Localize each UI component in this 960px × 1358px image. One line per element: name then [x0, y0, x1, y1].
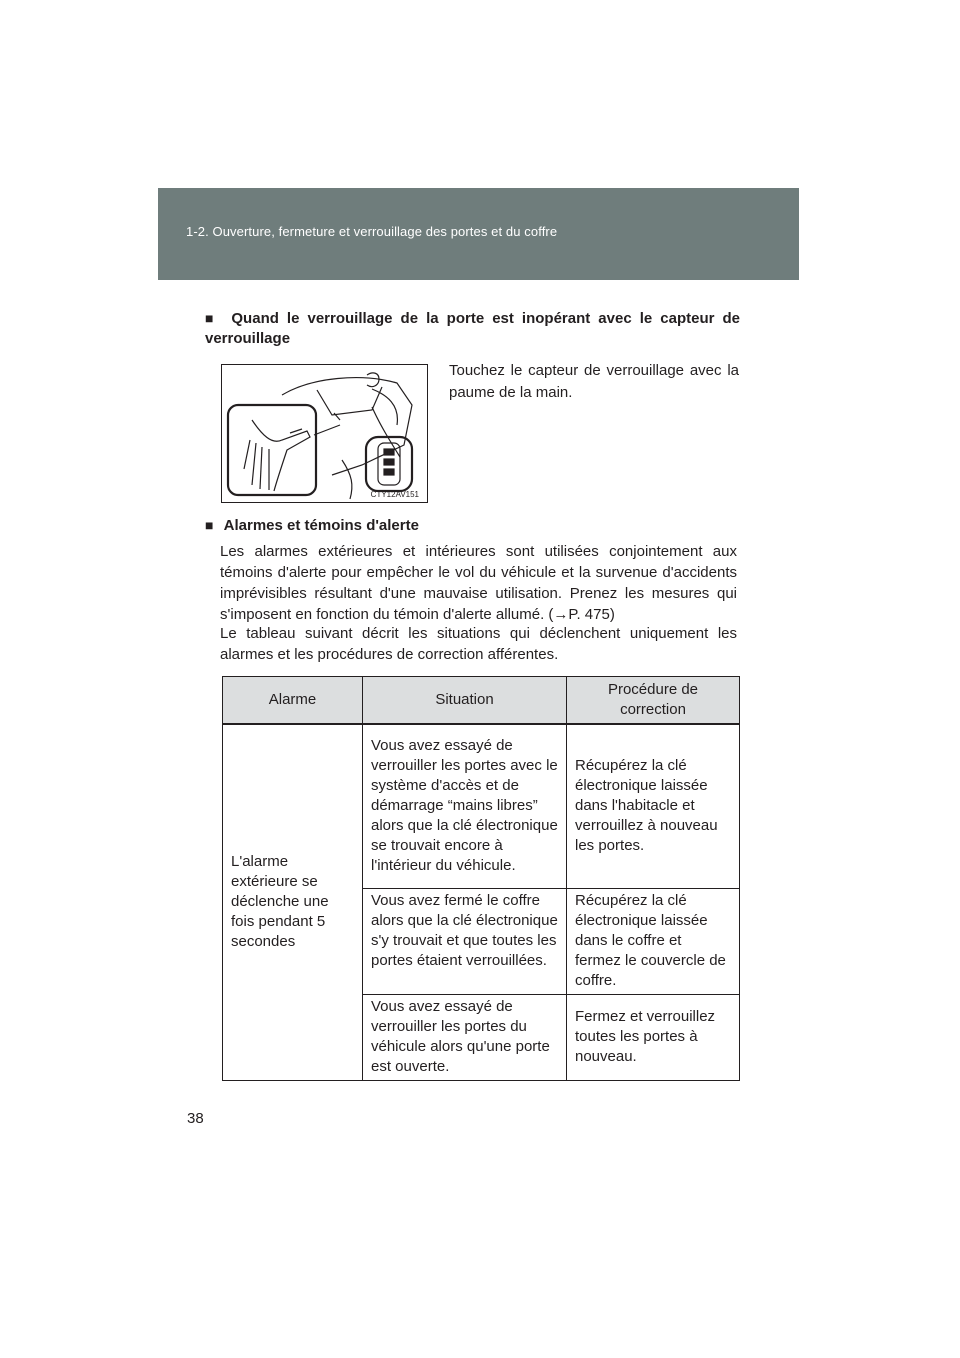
page-number: 38 — [187, 1110, 204, 1127]
column-header-alarm: Alarme — [223, 677, 363, 725]
chapter-header-band — [158, 188, 799, 280]
square-bullet-icon: ■ — [205, 310, 218, 326]
column-header-situation: Situation — [363, 677, 567, 725]
situation-cell: Vous avez essayé de verrouiller les portes avec le système d'accès et de démarrage “mains libres” alors que la clé électronique se trouvait encore à l'intérieur du véhicule. — [363, 724, 567, 888]
car-hand-key-illustration-icon — [222, 365, 427, 502]
heading-text: Quand le verrouillage de la porte est inopérant avec le capteur de verrouillage — [205, 310, 740, 347]
situation-cell: Vous avez fermé le coffre alors que la clé électronique s'y trouvait et que toutes les portes étaient verrouillées. — [363, 888, 567, 994]
alarm-table — [222, 676, 740, 1081]
procedure-cell: Fermez et verrouillez toutes les portes à nouveau. — [567, 994, 740, 1080]
heading-lock-sensor-inoperative — [205, 308, 740, 349]
alarm-cell: L'alarme extérieure se déclenche une fois pendant 5 secondes — [223, 724, 363, 1080]
figure-code: CTY12AV151 — [370, 490, 419, 499]
illustration-lock-sensor — [221, 364, 428, 503]
paragraph-alarm-description: Les alarmes extérieures et intérieures sont utilisées conjointement aux témoins d'alerte pour empêcher le vol du véhicule et la survenue d'accidents imprévisibles résultant d'une mauvaise utilisation. Prenez les mesures qui s'imposent en fonction du témoin d'alerte allumé. (→P. 475) — [220, 543, 737, 623]
figure-caption: Touchez le capteur de verrouillage avec la paume de la main. — [449, 362, 739, 401]
table-header-row — [223, 677, 740, 725]
heading-alarms-warning-lights — [205, 515, 419, 536]
column-header-procedure: Procédure de correction — [567, 677, 740, 725]
square-bullet-icon: ■ — [205, 517, 214, 533]
situation-cell: Vous avez essayé de verrouiller les portes du véhicule alors qu'une porte est ouverte. — [363, 994, 567, 1080]
procedure-cell: Récupérez la clé électronique laissée dans l'habitacle et verrouillez à nouveau les portes. — [567, 724, 740, 888]
paragraph-table-intro: Le tableau suivant décrit les situations qui déclenchent uniquement les alarmes et les procédures de correction afférentes. — [220, 625, 737, 663]
heading-text: Alarmes et témoins d'alerte — [223, 517, 419, 534]
procedure-cell: Récupérez la clé électronique laissée dans le coffre et fermez le couvercle de coffre. — [567, 888, 740, 994]
table-row — [223, 724, 740, 888]
section-title: 1-2. Ouverture, fermeture et verrouillage des portes et du coffre — [186, 224, 558, 239]
